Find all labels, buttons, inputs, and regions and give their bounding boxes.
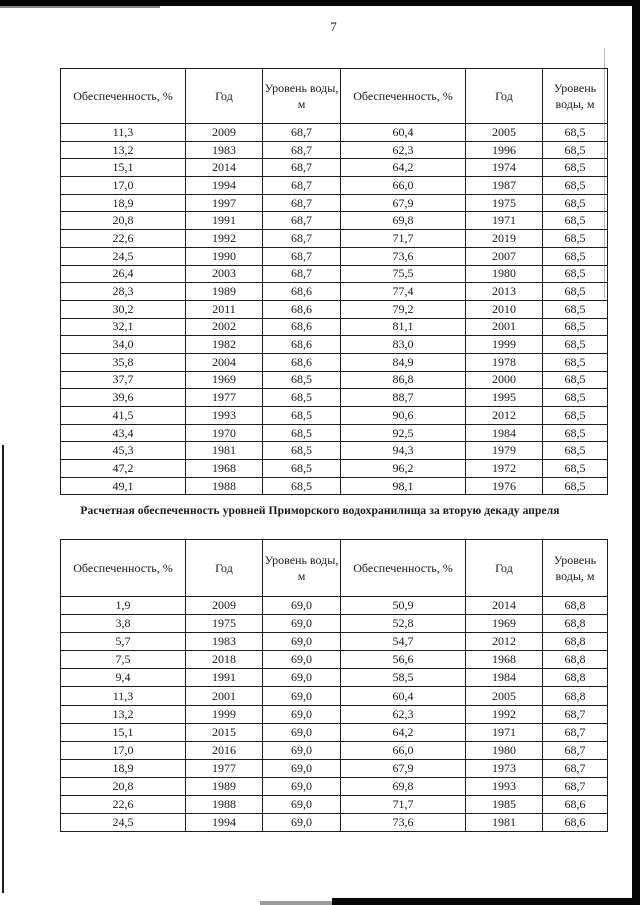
table-cell: 68,7 [543, 777, 608, 795]
table-cell: 1968 [466, 651, 543, 669]
table-cell: 20,8 [61, 777, 186, 795]
table-cell: 11,3 [61, 124, 186, 142]
table-cell: 1971 [466, 212, 543, 230]
probability-table-first-decade [60, 68, 608, 495]
table-cell: 68,5 [543, 283, 608, 301]
table-cell: 30,2 [61, 300, 186, 318]
table-cell: 2012 [466, 407, 543, 425]
table-cell: 69,0 [263, 669, 341, 687]
table-cell: 69,0 [263, 597, 341, 615]
table-cell: 69,0 [263, 759, 341, 777]
table-cell: 94,3 [341, 442, 466, 460]
table-cell: 68,5 [263, 442, 341, 460]
table-cell: 1983 [186, 141, 263, 159]
table-cell: 1991 [186, 212, 263, 230]
table-cell: 2012 [466, 633, 543, 651]
header-cell: Уровень воды, м [543, 69, 608, 124]
table-row [61, 814, 608, 832]
table-cell: 1992 [186, 230, 263, 248]
table-cell: 68,8 [543, 651, 608, 669]
header-cell: Обеспеченность, % [341, 69, 466, 124]
table-cell: 2007 [466, 247, 543, 265]
table-body [61, 597, 608, 832]
table-cell: 56,6 [341, 651, 466, 669]
table-row [61, 597, 608, 615]
table-cell: 67,9 [341, 759, 466, 777]
table-cell: 1968 [186, 460, 263, 478]
table-row [61, 633, 608, 651]
header-cell: Год [466, 540, 543, 597]
table-cell: 1975 [186, 615, 263, 633]
table-row [61, 159, 608, 177]
table-row [61, 777, 608, 795]
table-row [61, 177, 608, 195]
table-cell: 68,7 [543, 741, 608, 759]
table-cell: 13,2 [61, 141, 186, 159]
table-row [61, 615, 608, 633]
table-row [61, 336, 608, 354]
table-cell: 68,5 [543, 477, 608, 495]
table-cell: 68,8 [543, 669, 608, 687]
table-cell: 68,8 [543, 597, 608, 615]
table-row [61, 212, 608, 230]
table-cell: 86,8 [341, 371, 466, 389]
table-cell: 1993 [186, 407, 263, 425]
table-cell: 43,4 [61, 424, 186, 442]
scan-artifact-top-gray [0, 6, 160, 8]
table-cell: 5,7 [61, 633, 186, 651]
table-cell: 2004 [186, 353, 263, 371]
table-row [61, 705, 608, 723]
table-cell: 34,0 [61, 336, 186, 354]
table-cell: 28,3 [61, 283, 186, 301]
table-cell: 68,5 [263, 407, 341, 425]
table-row [61, 651, 608, 669]
table-row [61, 141, 608, 159]
table-cell: 24,5 [61, 814, 186, 832]
table-cell: 1974 [466, 159, 543, 177]
table-row [61, 318, 608, 336]
table-cell: 32,1 [61, 318, 186, 336]
table-row [61, 477, 608, 495]
table-cell: 69,0 [263, 633, 341, 651]
table-cell: 69,0 [263, 814, 341, 832]
table-cell: 2018 [186, 651, 263, 669]
table-cell: 1981 [466, 814, 543, 832]
table-cell: 68,6 [263, 318, 341, 336]
table-cell: 68,7 [543, 723, 608, 741]
table-cell: 49,1 [61, 477, 186, 495]
table-cell: 1999 [186, 705, 263, 723]
table-cell: 84,9 [341, 353, 466, 371]
table-cell: 2019 [466, 230, 543, 248]
table-row [61, 796, 608, 814]
table-cell: 58,5 [341, 669, 466, 687]
table-cell: 45,3 [61, 442, 186, 460]
table-cell: 67,9 [341, 194, 466, 212]
table-row [61, 194, 608, 212]
table-cell: 68,7 [543, 705, 608, 723]
table-cell: 2013 [466, 283, 543, 301]
table-cell: 1969 [186, 371, 263, 389]
table-row [61, 687, 608, 705]
table-cell: 1995 [466, 389, 543, 407]
table-row [61, 124, 608, 142]
table-cell: 2002 [186, 318, 263, 336]
table-cell: 68,6 [543, 796, 608, 814]
table-cell: 2010 [466, 300, 543, 318]
table-cell: 68,5 [543, 424, 608, 442]
header-cell: Обеспеченность, % [61, 540, 186, 597]
table-cell: 68,5 [543, 247, 608, 265]
table-cell: 13,2 [61, 705, 186, 723]
scan-artifact-bottom-bar [332, 898, 632, 905]
table-row [61, 759, 608, 777]
table-row [61, 353, 608, 371]
table-cell: 88,7 [341, 389, 466, 407]
table-cell: 60,4 [341, 124, 466, 142]
table-cell: 1989 [186, 283, 263, 301]
table-cell: 2011 [186, 300, 263, 318]
table-cell: 68,5 [543, 336, 608, 354]
table-cell: 68,7 [263, 230, 341, 248]
table-cell: 2009 [186, 597, 263, 615]
table-cell: 1985 [466, 796, 543, 814]
table-cell: 69,0 [263, 651, 341, 669]
table-cell: 2001 [466, 318, 543, 336]
table-cell: 15,1 [61, 159, 186, 177]
table-body [61, 124, 608, 495]
table-cell: 62,3 [341, 141, 466, 159]
table-row [61, 265, 608, 283]
table-cell: 68,5 [263, 389, 341, 407]
table-cell: 68,5 [263, 424, 341, 442]
table-header-row [61, 540, 608, 597]
table-cell: 68,7 [263, 141, 341, 159]
table-cell: 68,6 [263, 353, 341, 371]
probability-table-second-decade [60, 539, 608, 832]
table-cell: 37,7 [61, 371, 186, 389]
table-cell: 39,6 [61, 389, 186, 407]
table-cell: 20,8 [61, 212, 186, 230]
table-cell: 1973 [466, 759, 543, 777]
table-cell: 1969 [466, 615, 543, 633]
table-cell: 90,6 [341, 407, 466, 425]
table-cell: 26,4 [61, 265, 186, 283]
table-cell: 1993 [466, 777, 543, 795]
table-cell: 1,9 [61, 597, 186, 615]
table-cell: 96,2 [341, 460, 466, 478]
header-cell: Год [186, 69, 263, 124]
table-cell: 98,1 [341, 477, 466, 495]
table-row [61, 723, 608, 741]
table-row [61, 283, 608, 301]
table-header [61, 540, 608, 597]
header-cell: Уровень воды, м [263, 540, 341, 597]
table-row [61, 371, 608, 389]
table-cell: 68,5 [263, 477, 341, 495]
scan-artifact-bottom-gray [260, 901, 334, 905]
table-cell: 73,6 [341, 814, 466, 832]
table-cell: 17,0 [61, 741, 186, 759]
table-cell: 68,5 [543, 300, 608, 318]
table-cell: 68,8 [543, 633, 608, 651]
table-cell: 2015 [186, 723, 263, 741]
table-cell: 68,7 [263, 247, 341, 265]
table-cell: 69,0 [263, 615, 341, 633]
table-cell: 1988 [186, 477, 263, 495]
table-cell: 1987 [466, 177, 543, 195]
table-cell: 1979 [466, 442, 543, 460]
table-cell: 73,6 [341, 247, 466, 265]
page-number: 7 [330, 19, 337, 34]
table-cell: 1980 [466, 741, 543, 759]
table-cell: 22,6 [61, 230, 186, 248]
table-cell: 68,7 [263, 265, 341, 283]
table-cell: 1977 [186, 759, 263, 777]
table-cell: 1991 [186, 669, 263, 687]
table-cell: 68,5 [543, 353, 608, 371]
header-cell: Год [466, 69, 543, 124]
table-cell: 71,7 [341, 796, 466, 814]
table-cell: 1976 [466, 477, 543, 495]
table-cell: 24,5 [61, 247, 186, 265]
table-cell: 68,7 [263, 212, 341, 230]
table-cell: 1999 [466, 336, 543, 354]
table-cell: 71,7 [341, 230, 466, 248]
table-header-row [61, 69, 608, 124]
table-cell: 1992 [466, 705, 543, 723]
table-cell: 1980 [466, 265, 543, 283]
table-cell: 7,5 [61, 651, 186, 669]
table-cell: 68,5 [543, 371, 608, 389]
table-cell: 1988 [186, 796, 263, 814]
table-cell: 62,3 [341, 705, 466, 723]
table-cell: 1982 [186, 336, 263, 354]
table-cell: 68,5 [543, 442, 608, 460]
table-row [61, 247, 608, 265]
table-cell: 68,5 [543, 212, 608, 230]
table-cell: 18,9 [61, 759, 186, 777]
table-cell: 64,2 [341, 159, 466, 177]
table-cell: 54,7 [341, 633, 466, 651]
table-cell: 68,5 [543, 124, 608, 142]
table-cell: 68,5 [543, 177, 608, 195]
table-cell: 68,7 [543, 759, 608, 777]
table-cell: 68,6 [263, 283, 341, 301]
table-cell: 15,1 [61, 723, 186, 741]
table-cell: 81,1 [341, 318, 466, 336]
table-cell: 1996 [466, 141, 543, 159]
table-cell: 69,8 [341, 212, 466, 230]
table-cell: 68,8 [543, 615, 608, 633]
table-cell: 1989 [186, 777, 263, 795]
table-cell: 1971 [466, 723, 543, 741]
table-cell: 47,2 [61, 460, 186, 478]
table-cell: 2000 [466, 371, 543, 389]
table-cell: 68,8 [543, 687, 608, 705]
header-cell: Уровень воды, м [543, 540, 608, 597]
table-cell: 69,0 [263, 723, 341, 741]
table-cell: 52,8 [341, 615, 466, 633]
table-cell: 68,5 [543, 159, 608, 177]
table-cell: 50,9 [341, 597, 466, 615]
table-cell: 60,4 [341, 687, 466, 705]
header-cell: Уровень воды, м [263, 69, 341, 124]
table-cell: 69,0 [263, 687, 341, 705]
table-row [61, 424, 608, 442]
table-cell: 68,7 [263, 177, 341, 195]
table-cell: 3,8 [61, 615, 186, 633]
table-cell: 64,2 [341, 723, 466, 741]
table-cell: 68,5 [543, 318, 608, 336]
table-cell: 68,5 [263, 460, 341, 478]
header-cell: Обеспеченность, % [61, 69, 186, 124]
table-cell: 68,5 [543, 141, 608, 159]
table-cell: 1990 [186, 247, 263, 265]
table-cell: 77,4 [341, 283, 466, 301]
table-cell: 2001 [186, 687, 263, 705]
table-cell: 68,6 [543, 814, 608, 832]
table-cell: 2009 [186, 124, 263, 142]
table-cell: 69,0 [263, 705, 341, 723]
table-cell: 17,0 [61, 177, 186, 195]
table-cell: 1981 [186, 442, 263, 460]
table-cell: 2003 [186, 265, 263, 283]
table-cell: 22,6 [61, 796, 186, 814]
table-cell: 68,5 [543, 265, 608, 283]
table-cell: 68,5 [263, 371, 341, 389]
table-cell: 79,2 [341, 300, 466, 318]
table-header [61, 69, 608, 124]
table-cell: 68,5 [543, 407, 608, 425]
header-cell: Обеспеченность, % [341, 540, 466, 597]
table-cell: 1984 [466, 424, 543, 442]
table-cell: 68,7 [263, 159, 341, 177]
table-cell: 68,6 [263, 336, 341, 354]
table-cell: 69,0 [263, 741, 341, 759]
table-cell: 2014 [186, 159, 263, 177]
table-row [61, 230, 608, 248]
table-cell: 68,7 [263, 194, 341, 212]
table-row [61, 669, 608, 687]
table-row [61, 460, 608, 478]
table-cell: 1972 [466, 460, 543, 478]
table-cell: 9,4 [61, 669, 186, 687]
table-cell: 1978 [466, 353, 543, 371]
table-cell: 68,5 [543, 230, 608, 248]
table-cell: 66,0 [341, 741, 466, 759]
table-cell: 2016 [186, 741, 263, 759]
table-cell: 35,8 [61, 353, 186, 371]
table-cell: 1977 [186, 389, 263, 407]
table-row [61, 407, 608, 425]
table-cell: 69,0 [263, 796, 341, 814]
header-cell: Год [186, 540, 263, 597]
table-cell: 2014 [466, 597, 543, 615]
table-cell: 69,0 [263, 777, 341, 795]
table-row [61, 389, 608, 407]
table-cell: 1983 [186, 633, 263, 651]
table-cell: 2005 [466, 124, 543, 142]
table-row [61, 741, 608, 759]
table-cell: 1975 [466, 194, 543, 212]
table-cell: 1997 [186, 194, 263, 212]
table-cell: 83,0 [341, 336, 466, 354]
table-cell: 68,6 [263, 300, 341, 318]
table-cell: 2005 [466, 687, 543, 705]
table-cell: 1984 [466, 669, 543, 687]
table-row [61, 300, 608, 318]
table-cell: 1970 [186, 424, 263, 442]
table-cell: 11,3 [61, 687, 186, 705]
table-cell: 18,9 [61, 194, 186, 212]
table-cell: 66,0 [341, 177, 466, 195]
scan-artifact-right-bar [632, 0, 640, 905]
table-cell: 41,5 [61, 407, 186, 425]
table-cell: 68,5 [543, 389, 608, 407]
table-cell: 69,8 [341, 777, 466, 795]
table-row [61, 442, 608, 460]
table-caption: Расчетная обеспеченность уровней Приморского водохранилища за вторую декаду апреля [80, 505, 560, 517]
table-cell: 68,5 [543, 460, 608, 478]
table-cell: 68,7 [263, 124, 341, 142]
table-cell: 1994 [186, 177, 263, 195]
table-cell: 92,5 [341, 424, 466, 442]
table-cell: 1994 [186, 814, 263, 832]
table-cell: 75,5 [341, 265, 466, 283]
table-cell: 68,5 [543, 194, 608, 212]
